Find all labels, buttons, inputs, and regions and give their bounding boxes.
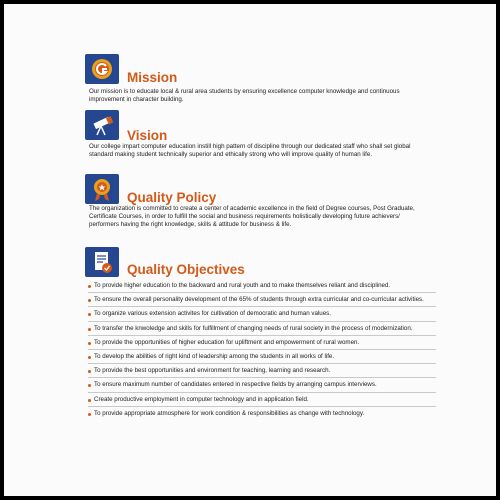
bullet-icon <box>88 384 91 387</box>
list-item: To provide the opportunities of higher education for upliftment and empowerment of rural women. <box>88 339 436 350</box>
quality-objectives-heading: Quality Objectives <box>127 262 245 277</box>
vision-text: Our college impart computer education instill high pattern of discipline through our dedicated staff who shall set global standard making student technically superior and ethically strong who will improve quality of human life. <box>89 143 411 159</box>
list-item: To ensure maximum number of candidates entered in respective fields by arranging campus interviews. <box>88 381 436 392</box>
bullet-icon <box>88 342 91 345</box>
circular-logo-icon <box>85 54 119 84</box>
list-item: To provide appropriate atmosphere for work condition & responsibilities as change with technology. <box>88 410 436 420</box>
list-item: To ensure the overall personality development of the 65% of students through extra curricular and co-curricular activities. <box>88 296 436 307</box>
quality-badge-icon <box>85 174 119 204</box>
telescope-icon <box>85 110 119 140</box>
mission-heading: Mission <box>127 70 178 85</box>
list-item: Create productive employment in computer technology and in application field. <box>88 396 436 407</box>
vision-heading: Vision <box>127 128 168 143</box>
list-item: To organize various extension activites for cultivation of democratic and human values. <box>88 310 436 321</box>
bullet-icon <box>88 299 91 302</box>
bullet-icon <box>88 356 91 359</box>
checklist-document-icon <box>85 247 119 277</box>
bullet-icon <box>88 399 91 402</box>
quality-policy-heading: Quality Policy <box>127 190 217 205</box>
bullet-icon <box>88 413 91 416</box>
mission-text: Our mission is to educate local & rural area students by ensuring excellence computer knowledge and continuous improvement in character building. <box>89 88 400 104</box>
list-item: To develop the abilities of right kind of leadership among the students in all works of life. <box>88 353 436 364</box>
bullet-icon <box>88 313 91 316</box>
objectives-list <box>88 282 436 423</box>
list-item: To provide higher education to the backward and rural youth and to make themselves reliant and disciplined. <box>88 282 436 293</box>
bullet-icon <box>88 328 91 331</box>
list-item: To transfer the knwoledge and skills for fulfillment of changing needs of rural society in the process of modernization. <box>88 325 436 336</box>
quality-policy-text: The organization is committed to create a center of academic excellence in the field of Degree courses, Post Graduate, Certificate Courses, in order to fulfill the social and business requirements holistically developing future achievers/ performers having the right knowledge, skills & attitude for business & life. <box>89 205 415 229</box>
bullet-icon <box>88 285 91 288</box>
list-item: To provide the best opportunities and environment for teaching, learning and research. <box>88 367 436 378</box>
page-frame <box>4 4 496 496</box>
bullet-icon <box>88 370 91 373</box>
